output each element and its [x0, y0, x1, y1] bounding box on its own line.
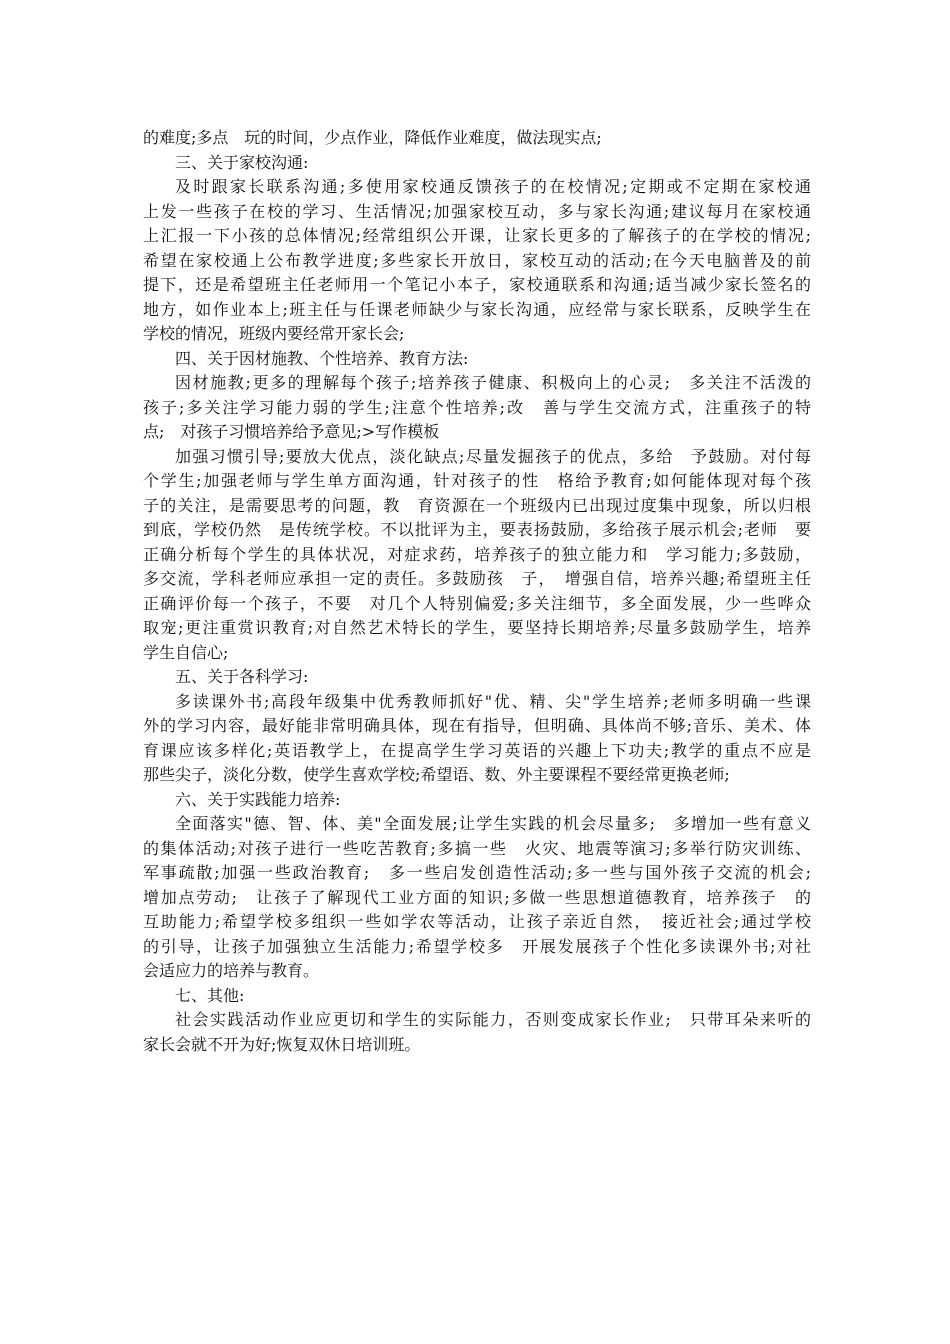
paragraph-line: 育课应该多样化;英语教学上，在提高学生学习英语的兴趣上下功夫;教学的重点不应是 [143, 740, 811, 760]
paragraph-line: 希望在家校通上公布教学进度;多些家长开放日，家校互动的活动;在今天电脑普及的前 [143, 250, 811, 270]
document-body [143, 126, 811, 1057]
paragraph-line: 外的学习内容，最好能非常明确具体，现在有指导，但明确、具体尚不够;音乐、美术、体 [143, 716, 811, 735]
paragraph-line: 加强习惯引导;要放大优点，淡化缺点;尽量发掘孩子的优点，多给 予鼓励。对付每 [175, 446, 811, 466]
paragraph-line: 上发一些孩子在校的学习、生活情况;加强家校互动，多与家长沟通;建议每月在家校通 [143, 201, 811, 221]
paragraph-line: 军事疏散;加强一些政治教育; 多一些启发创造性活动;多一些与国外孩子交流的机会; [143, 863, 811, 882]
paragraph-line: 全面落实"德、智、体、美"全面发展;让学生实践的机会尽量多; 多增加一些有意义 [175, 814, 811, 833]
section-heading: 五、关于各科学习: [175, 667, 309, 686]
paragraph-line: 的难度;多点 玩的时间，少点作业，降低作业难度，做法现实点; [143, 128, 602, 147]
paragraph-line: 家长会就不开为好;恢复双休日培训班。 [143, 1034, 421, 1054]
paragraph-line: 提下，还是希望班主任老师用一个笔记小本子，家校通联系和沟通;适当减少家长签名的 [143, 275, 811, 294]
paragraph-line: 的引导，让孩子加强独立生活能力;希望学校多 开展发展孩子个性化多读课外书;对社 [143, 936, 811, 956]
paragraph-line: 学校的情况，班级内要经常开家长会; [143, 324, 405, 343]
paragraph-line: 地方，如作业本上;班主任与任课老师缺少与家长沟通，应经常与家长联系，反映学生在 [143, 299, 811, 319]
paragraph-line: 正确评价每一个孩子，不要 对几个人特别偏爱;多关注细节，多全面发展，少一些哗众 [143, 593, 811, 613]
paragraph-line: 增加点劳动; 让孩子了解现代工业方面的知识;多做一些思想道德教育，培养孩子 的 [143, 887, 811, 907]
section-heading: 三、关于家校沟通: [175, 152, 309, 172]
paragraph-line: 那些尖子，淡化分数，使学生喜欢学校;希望语、数、外主要课程不要经常更换老师; [143, 765, 730, 784]
paragraph-line: 及时跟家长联系沟通;多使用家校通反馈孩子的在校情况;定期或不定期在家校通 [175, 177, 811, 196]
paragraph-line: 正确分析每个学生的具体状况，对症求药，培养孩子的独立能力和 学习能力;多鼓励， [143, 544, 811, 564]
paragraph-line: 因材施教;更多的理解每个孩子;培养孩子健康、积极向上的心灵; 多关注不活泼的 [175, 373, 811, 392]
paragraph-line: 上汇报一下小孩的总体情况;经常组织公开课，让家长更多的了解孩子的在学校的情况; [143, 226, 811, 245]
paragraph-line: 个学生;加强老师与学生单方面沟通，针对孩子的性 格给予教育;如何能体现对每个孩 [143, 471, 811, 490]
paragraph-line: 多读课外书;高段年级集中优秀教师抓好"优、精、尖"学生培养;老师多明确一些课 [175, 691, 811, 711]
paragraph-line: 孩子;多关注学习能力弱的学生;注意个性培养;改 善与学生交流方式，注重孩子的特 [143, 397, 811, 417]
paragraph-line: 到底，学校仍然 是传统学校。不以批评为主，要表扬鼓励，多给孩子展示机会;老师 要 [143, 520, 811, 539]
section-heading: 四、关于因材施教、个性培养、教育方法: [175, 348, 469, 368]
paragraph-line: 互助能力;希望学校多组织一些如学农等活动，让孩子亲近自然， 接近社会;通过学校 [143, 912, 811, 931]
paragraph-line: 取宠;更注重赏识教育;对自然艺术特长的学生，要坚持长期培养;尽量多鼓励学生，培养 [143, 618, 811, 637]
paragraph-line: 学生自信心; [143, 642, 229, 662]
section-heading: 七、其他: [175, 985, 245, 1005]
paragraph-line: 社会实践活动作业应更切和学生的实际能力，否则变成家长作业; 只带耳朵来听的 [175, 1010, 811, 1029]
paragraph-line: 的集体活动;对孩子进行一些吃苦教育;多搞一些 火灾、地震等演习;多举行防灾训练、 [143, 838, 811, 858]
paragraph-line: 点; 对孩子习惯培养给予意见;>写作模板 [143, 422, 440, 441]
paragraph-line: 子的关注，是需要思考的问题，教 育资源在一个班级内已出现过度集中现象，所以归根 [143, 495, 811, 515]
paragraph-line: 会适应力的培养与教育。 [143, 961, 320, 980]
section-heading: 六、关于实践能力培养: [175, 789, 341, 809]
paragraph-line: 多交流，学科老师应承担一定的责任。多鼓励孩 子， 增强自信，培养兴趣;希望班主任 [143, 569, 811, 588]
